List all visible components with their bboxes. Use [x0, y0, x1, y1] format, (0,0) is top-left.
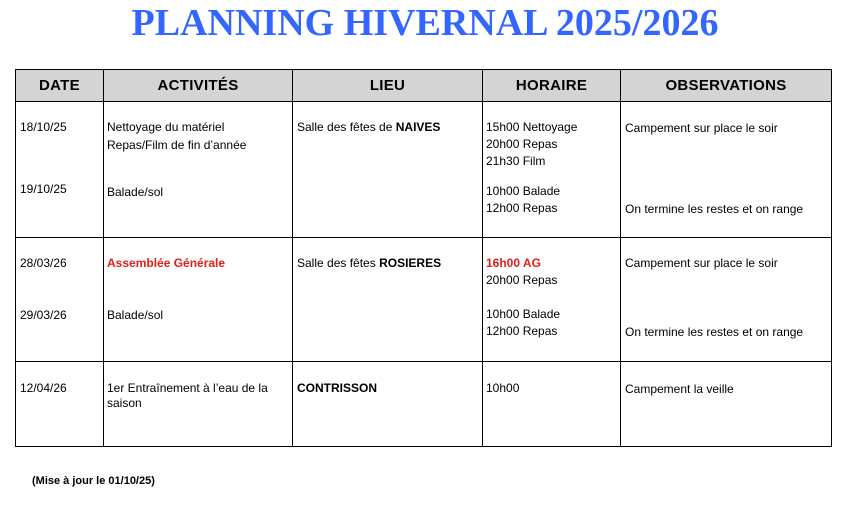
row-divider [16, 237, 831, 238]
column-divider [292, 70, 293, 446]
row-divider [16, 361, 831, 362]
page-title: PLANNING HIVERNAL 2025/2026 [131, 2, 719, 44]
row2-lieu-prefix: Salle des fêtes [297, 256, 380, 270]
row3-activity2: saison [107, 396, 142, 410]
row2-activity2: Balade/sol [107, 308, 164, 322]
row1-horaire2: 20h00 Repas [486, 137, 558, 151]
row1-horaire5: 12h00 Repas [486, 201, 558, 215]
row3-lieu-name: CONTRISSON [297, 381, 378, 395]
row1-lieu-name: NAIVES [395, 120, 441, 134]
row3-date1: 12/04/26 [20, 381, 67, 395]
row2-lieu-name: ROSIERES [379, 256, 442, 270]
row2-activity1: Assemblée Générale [107, 256, 226, 270]
row2-date1: 28/03/26 [20, 256, 67, 270]
column-divider [103, 70, 104, 446]
row2-horaire4: 12h00 Repas [486, 324, 558, 338]
row1-date2: 19/10/25 [20, 182, 67, 196]
row2-obs2: On termine les restes et on range [625, 325, 804, 339]
row1-date1: 18/10/25 [20, 120, 67, 134]
row1-lieu-prefix: Salle des fêtes de [297, 120, 396, 134]
row1-obs2: On termine les restes et on range [625, 202, 804, 216]
row3-horaire1: 10h00 [486, 381, 520, 395]
header-activites: ACTIVITÉS [157, 77, 239, 94]
row3-obs1: Campement la veille [625, 382, 734, 396]
row2-horaire1: 16h00 AG [486, 256, 541, 270]
column-divider [620, 70, 621, 446]
planning-table [15, 69, 832, 447]
row2-obs1: Campement sur place le soir [625, 256, 778, 270]
row1-horaire1: 15h00 Nettoyage [486, 120, 578, 134]
header-date: DATE [39, 77, 80, 94]
row1-activity2: Repas/Film de fin d’année [107, 138, 247, 152]
header-horaire: HORAIRE [515, 77, 588, 94]
header-observations: OBSERVATIONS [665, 77, 787, 94]
row3-activity1: 1er Entraînement à l’eau de la [107, 381, 268, 395]
row2-date2: 29/03/26 [20, 308, 67, 322]
row1-horaire4: 10h00 Balade [486, 184, 561, 198]
row1-lieu [297, 119, 440, 136]
row2-lieu [297, 255, 441, 272]
row-divider [16, 101, 831, 102]
row1-activity1: Nettoyage du matériel [107, 120, 225, 134]
column-divider [482, 70, 483, 446]
row1-activity3: Balade/sol [107, 185, 164, 199]
header-lieu: LIEU [369, 77, 406, 94]
row2-horaire2: 20h00 Repas [486, 273, 558, 287]
row1-obs1: Campement sur place le soir [625, 121, 778, 135]
update-note: (Mise à jour le 01/10/25) [32, 475, 155, 487]
row1-horaire3: 21h30 Film [486, 154, 546, 168]
row2-horaire3: 10h00 Balade [486, 307, 561, 321]
